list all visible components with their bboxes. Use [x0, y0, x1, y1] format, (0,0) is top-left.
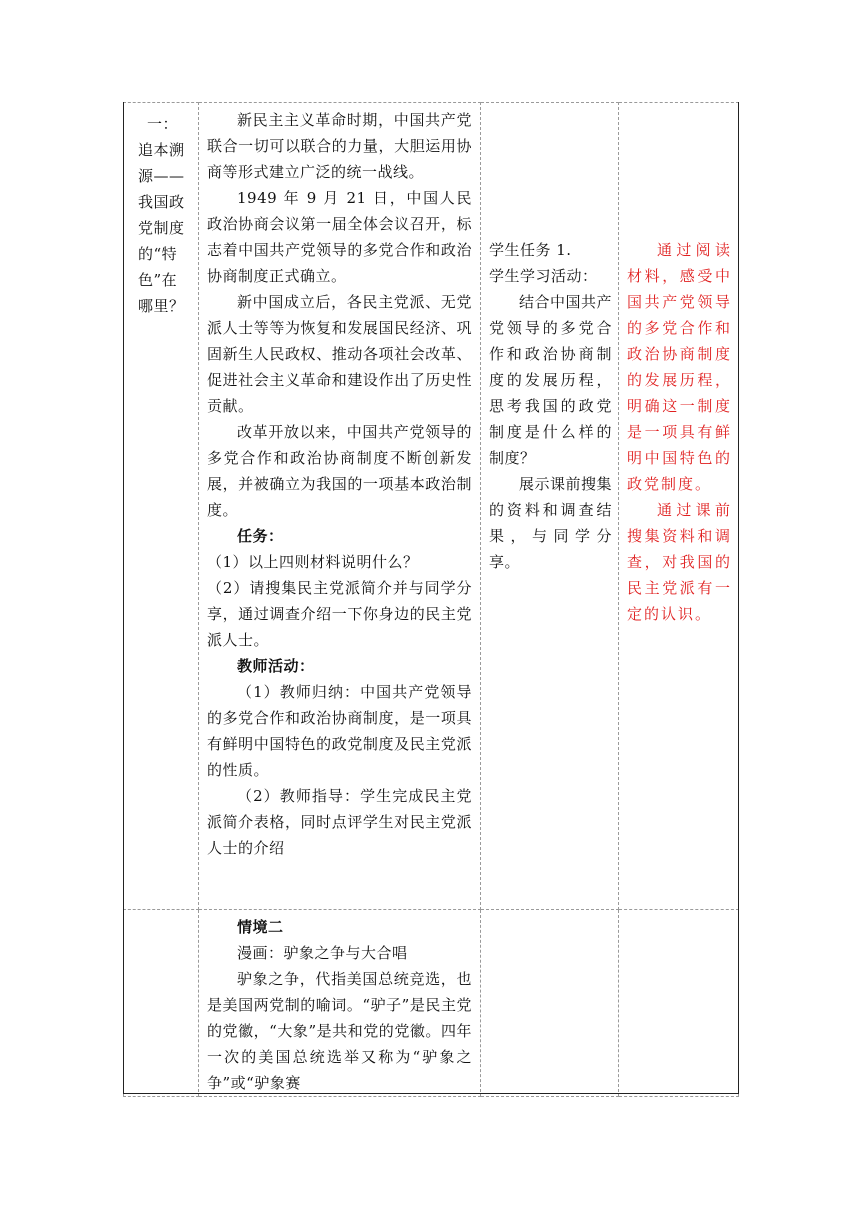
- student-activity-cell: [481, 103, 619, 910]
- student-activity: 结合中国共产党领导的多党合作和政治协商制度的发展历程，思考我国的政党制度是什么样的制度？: [489, 293, 613, 467]
- task-question: （1）以上四则材料说明什么？: [207, 553, 419, 571]
- section-cell: [124, 103, 199, 910]
- design-intent: 通过课前搜集资料和调查，对我国的民主党派有一定的认识。: [627, 501, 732, 623]
- section-number: 一：: [147, 115, 179, 133]
- situation-heading: 情境二: [237, 918, 284, 936]
- table-border-left: [123, 102, 124, 1094]
- task-heading: 任务：: [237, 527, 284, 545]
- material-paragraph: 改革开放以来，中国共产党领导的多党合作和政治协商制度不断创新发展，并被确立为我国的一项基本政治制度。: [207, 423, 472, 519]
- content-cell: [199, 910, 481, 1097]
- material-paragraph: 1949 年 9 月 21 日，中国人民政治协商会议第一届全体会议召开，标志着中国共产党领导的多党合作和政治协商制度正式确立。: [207, 189, 472, 285]
- student-activity: 展示课前搜集的资料和调查结果，与同学分享。: [489, 475, 613, 571]
- section-title: 追本溯源——我国政党制度的“特色”在哪里？: [138, 141, 185, 315]
- teacher-heading: 教师活动：: [237, 657, 315, 675]
- design-intent-cell: [619, 910, 739, 1097]
- student-task-label: 学生任务 1.: [489, 241, 572, 259]
- table-row: [124, 103, 739, 910]
- task-question: （2）请搜集民主党派简介并与同学分享，通过调查介绍一下你身边的民主党派人士。: [207, 579, 472, 649]
- situation-paragraph: 驴象之争，代指美国总统竞选，也是美国两党制的喻词。“驴子”是民主党的党徽，“大象”是共和党的党徽。四年一次的美国总统选举又称为“驴象之争”或“驴象赛: [207, 970, 472, 1092]
- material-paragraph: 新民主主义革命时期，中国共产党联合一切可以联合的力量，大胆运用协商等形式建立广泛的统一战线。: [207, 111, 472, 181]
- section-cell: [124, 910, 199, 1097]
- table-row: [124, 910, 739, 1097]
- content-cell: [199, 103, 481, 910]
- design-intent-cell: [619, 103, 739, 910]
- lesson-plan-table: [123, 102, 739, 1097]
- student-activity-cell: [481, 910, 619, 1097]
- material-paragraph: 新中国成立后，各民主党派、无党派人士等等为恢复和发展国民经济、巩固新生人民政权、推动各项社会改革、促进社会主义革命和建设作出了历史性贡献。: [207, 293, 472, 415]
- table-border-bottom: [123, 1093, 739, 1094]
- student-activity-label: 学生学习活动：: [489, 267, 598, 285]
- design-intent: 通过阅读材料，感受中国共产党领导的多党合作和政治协商制度的发展历程，明确这一制度是一项具有鲜明中国特色的政党制度。: [627, 241, 732, 493]
- situation-subtitle: 漫画：驴象之争与大合唱: [237, 944, 408, 962]
- teacher-activity: （1）教师归纳：中国共产党领导的多党合作和政治协商制度，是一项具有鲜明中国特色的政党制度及民主党派的性质。: [207, 683, 472, 779]
- teacher-activity: （2）教师指导：学生完成民主党派简介表格，同时点评学生对民主党派人士的介绍: [207, 787, 472, 857]
- table-border-right: [738, 102, 739, 1094]
